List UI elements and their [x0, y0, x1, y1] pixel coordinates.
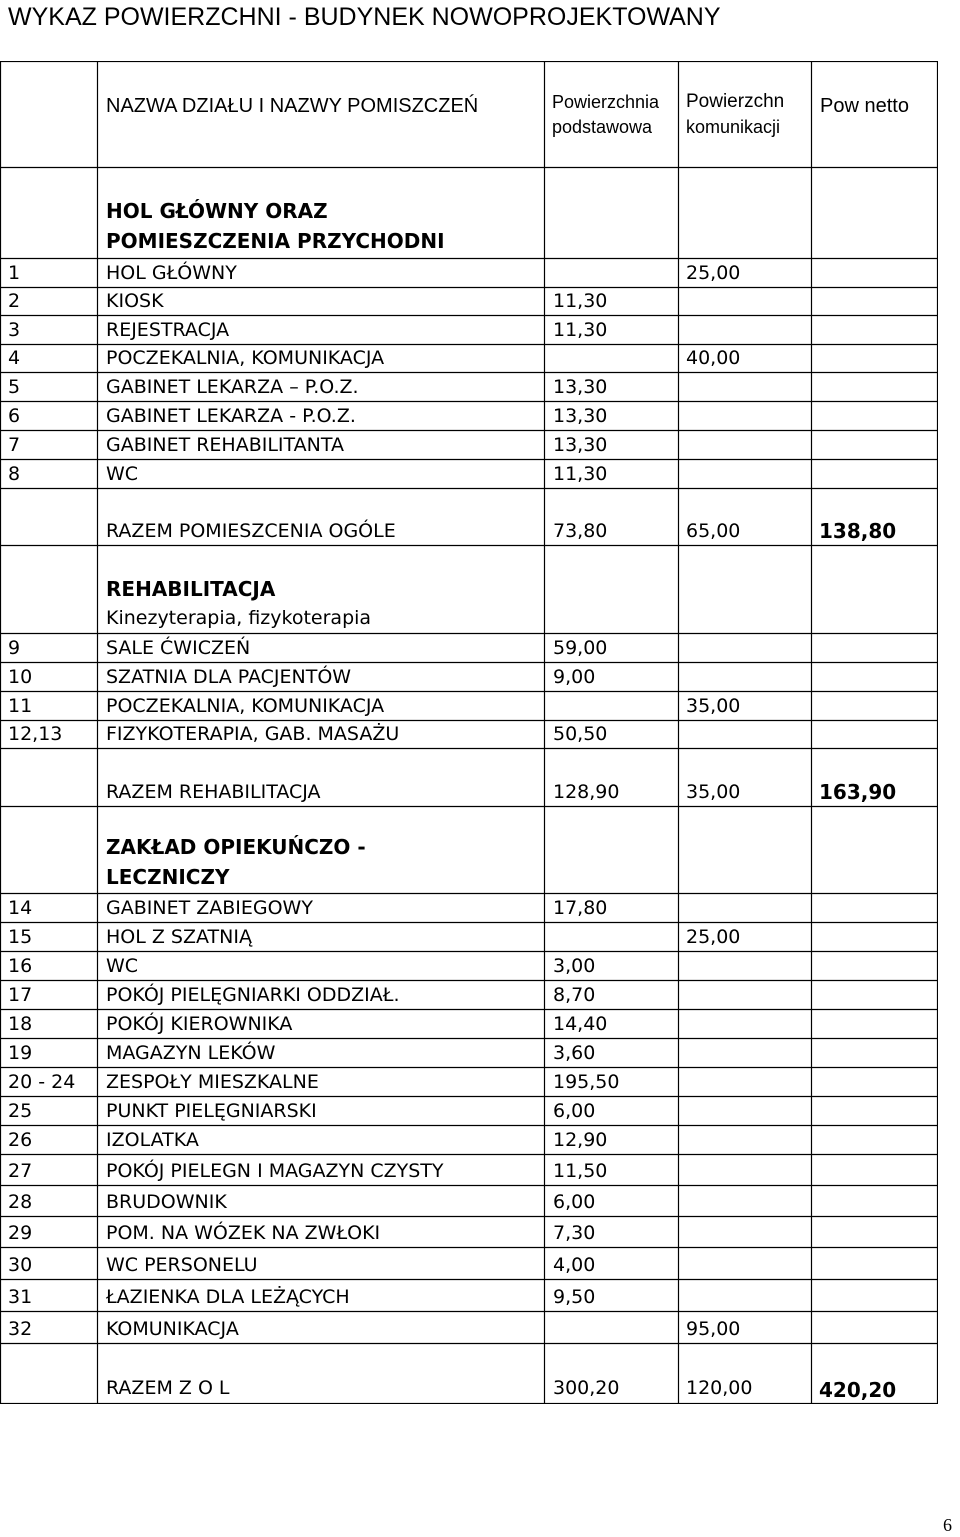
comm-area: 25,00: [686, 926, 741, 948]
comm-area: 40,00: [686, 347, 741, 369]
room-number: 31: [8, 1286, 33, 1308]
total-base-area: 128,90: [553, 781, 620, 803]
room-number: 17: [8, 984, 33, 1006]
total-label: RAZEM Z O L: [106, 1377, 230, 1399]
total-comm-area: 65,00: [686, 520, 741, 542]
header-base-area-line1: Powierzchnia: [552, 92, 660, 112]
header-base-area-line2: podstawowa: [552, 117, 653, 137]
room-name: GABINET LEKARZA - P.O.Z.: [106, 405, 356, 427]
room-number: 18: [8, 1013, 33, 1035]
room-name: SZATNIA DLA PACJENTÓW: [106, 666, 352, 688]
total-net-area: 163,90: [819, 780, 897, 804]
room-number: 9: [8, 637, 21, 659]
room-name: POKÓJ KIEROWNIKA: [106, 1013, 293, 1035]
room-number: 20 - 24: [8, 1071, 76, 1093]
section-title: ZAKŁAD OPIEKUŃCZO -: [106, 835, 366, 859]
room-number: 6: [8, 405, 21, 427]
page-number: 6: [943, 1515, 952, 1535]
room-name: POM. NA WÓZEK NA ZWŁOKI: [106, 1222, 381, 1244]
total-comm-area: 120,00: [686, 1377, 753, 1399]
room-number: 32: [8, 1318, 33, 1340]
room-name: REJESTRACJA: [106, 319, 230, 341]
total-label: RAZEM REHABILITACJA: [106, 781, 321, 803]
section-subtitle: Kinezyterapia, fizykoterapia: [106, 607, 372, 629]
total-base-area: 300,20: [553, 1377, 620, 1399]
base-area: 9,00: [553, 666, 596, 688]
header-net-area: Pow netto: [820, 95, 909, 117]
page-title: WYKAZ POWIERZCHNI - BUDYNEK NOWOPROJEKTOWANY: [8, 3, 721, 31]
room-number: 11: [8, 695, 33, 717]
base-area: 50,50: [553, 723, 608, 745]
room-number: 4: [8, 347, 21, 369]
total-comm-area: 35,00: [686, 781, 741, 803]
comm-area: 25,00: [686, 262, 741, 284]
room-number: 28: [8, 1191, 33, 1213]
base-area: 13,30: [553, 434, 608, 456]
comm-area: 35,00: [686, 695, 741, 717]
room-number: 7: [8, 434, 21, 456]
base-area: 3,60: [553, 1042, 596, 1064]
room-name: FIZYKOTERAPIA, GAB. MASAŻU: [106, 723, 400, 745]
room-name: WC: [106, 463, 139, 485]
base-area: 14,40: [553, 1013, 608, 1035]
room-name: GABINET REHABILITANTA: [106, 434, 345, 456]
base-area: 9,50: [553, 1286, 596, 1308]
room-number: 12,13: [8, 723, 63, 745]
room-name: POKÓJ PIELEGN I MAGAZYN CZYSTY: [106, 1160, 444, 1182]
room-number: 27: [8, 1160, 33, 1182]
room-name: GABINET LEKARZA – P.O.Z.: [106, 376, 359, 398]
room-name: SALE ĆWICZEŃ: [106, 637, 251, 659]
section-title: HOL GŁÓWNY ORAZ: [106, 199, 328, 223]
base-area: 4,00: [553, 1254, 596, 1276]
section-title: REHABILITACJA: [106, 577, 276, 601]
header-comm-area-line1: Powierzchn: [686, 91, 785, 112]
section-title: LECZNICZY: [106, 865, 230, 889]
base-area: 12,90: [553, 1129, 608, 1151]
base-area: 11,30: [553, 463, 608, 485]
total-base-area: 73,80: [553, 520, 608, 542]
room-name: WC PERSONELU: [106, 1254, 258, 1276]
room-number: 3: [8, 319, 21, 341]
total-label: RAZEM POMIESZCENIA OGÓLE: [106, 520, 396, 542]
comm-area: 95,00: [686, 1318, 741, 1340]
room-name: POKÓJ PIELĘGNIARKI ODDZIAŁ.: [106, 984, 400, 1006]
base-area: 6,00: [553, 1100, 596, 1122]
room-number: 16: [8, 955, 33, 977]
base-area: 17,80: [553, 897, 608, 919]
room-name: BRUDOWNIK: [106, 1191, 227, 1213]
room-name: IZOLATKA: [106, 1129, 199, 1151]
total-net-area: 138,80: [819, 519, 897, 543]
base-area: 13,30: [553, 376, 608, 398]
base-area: 8,70: [553, 984, 596, 1006]
base-area: 59,00: [553, 637, 608, 659]
room-name: POCZEKALNIA, KOMUNIKACJA: [106, 347, 385, 369]
total-net-area: 420,20: [819, 1378, 897, 1402]
room-name: POCZEKALNIA, KOMUNIKACJA: [106, 695, 385, 717]
base-area: 7,30: [553, 1222, 596, 1244]
base-area: 195,50: [553, 1071, 620, 1093]
room-name: MAGAZYN LEKÓW: [106, 1042, 276, 1064]
room-number: 10: [8, 666, 33, 688]
header-room-name: NAZWA DZIAŁU I NAZWY POMISZCZEŃ: [106, 95, 479, 117]
room-number: 19: [8, 1042, 33, 1064]
room-name: GABINET ZABIEGOWY: [106, 897, 313, 919]
room-number: 30: [8, 1254, 33, 1276]
header-comm-area-line2: komunikacji: [686, 117, 781, 137]
base-area: 11,30: [553, 319, 608, 341]
room-number: 8: [8, 463, 21, 485]
room-number: 2: [8, 290, 21, 312]
base-area: 13,30: [553, 405, 608, 427]
room-number: 1: [8, 262, 21, 284]
section-title: POMIESZCZENIA PRZYCHODNI: [106, 229, 445, 253]
room-number: 25: [8, 1100, 33, 1122]
room-number: 26: [8, 1129, 33, 1151]
room-name: HOL Z SZATNIĄ: [106, 926, 252, 948]
room-number: 29: [8, 1222, 33, 1244]
room-name: KIOSK: [106, 290, 164, 312]
room-name: PUNKT PIELĘGNIARSKI: [106, 1100, 317, 1122]
room-name: ZESPOŁY MIESZKALNE: [106, 1071, 319, 1093]
room-name: ŁAZIENKA DLA LEŻĄCYCH: [106, 1286, 350, 1308]
base-area: 11,50: [553, 1160, 608, 1182]
room-number: 14: [8, 897, 33, 919]
room-number: 15: [8, 926, 33, 948]
base-area: 3,00: [553, 955, 596, 977]
base-area: 11,30: [553, 290, 608, 312]
room-name: KOMUNIKACJA: [106, 1318, 239, 1340]
room-name: WC: [106, 955, 139, 977]
room-name: HOL GŁÓWNY: [106, 262, 237, 284]
room-number: 5: [8, 376, 21, 398]
base-area: 6,00: [553, 1191, 596, 1213]
